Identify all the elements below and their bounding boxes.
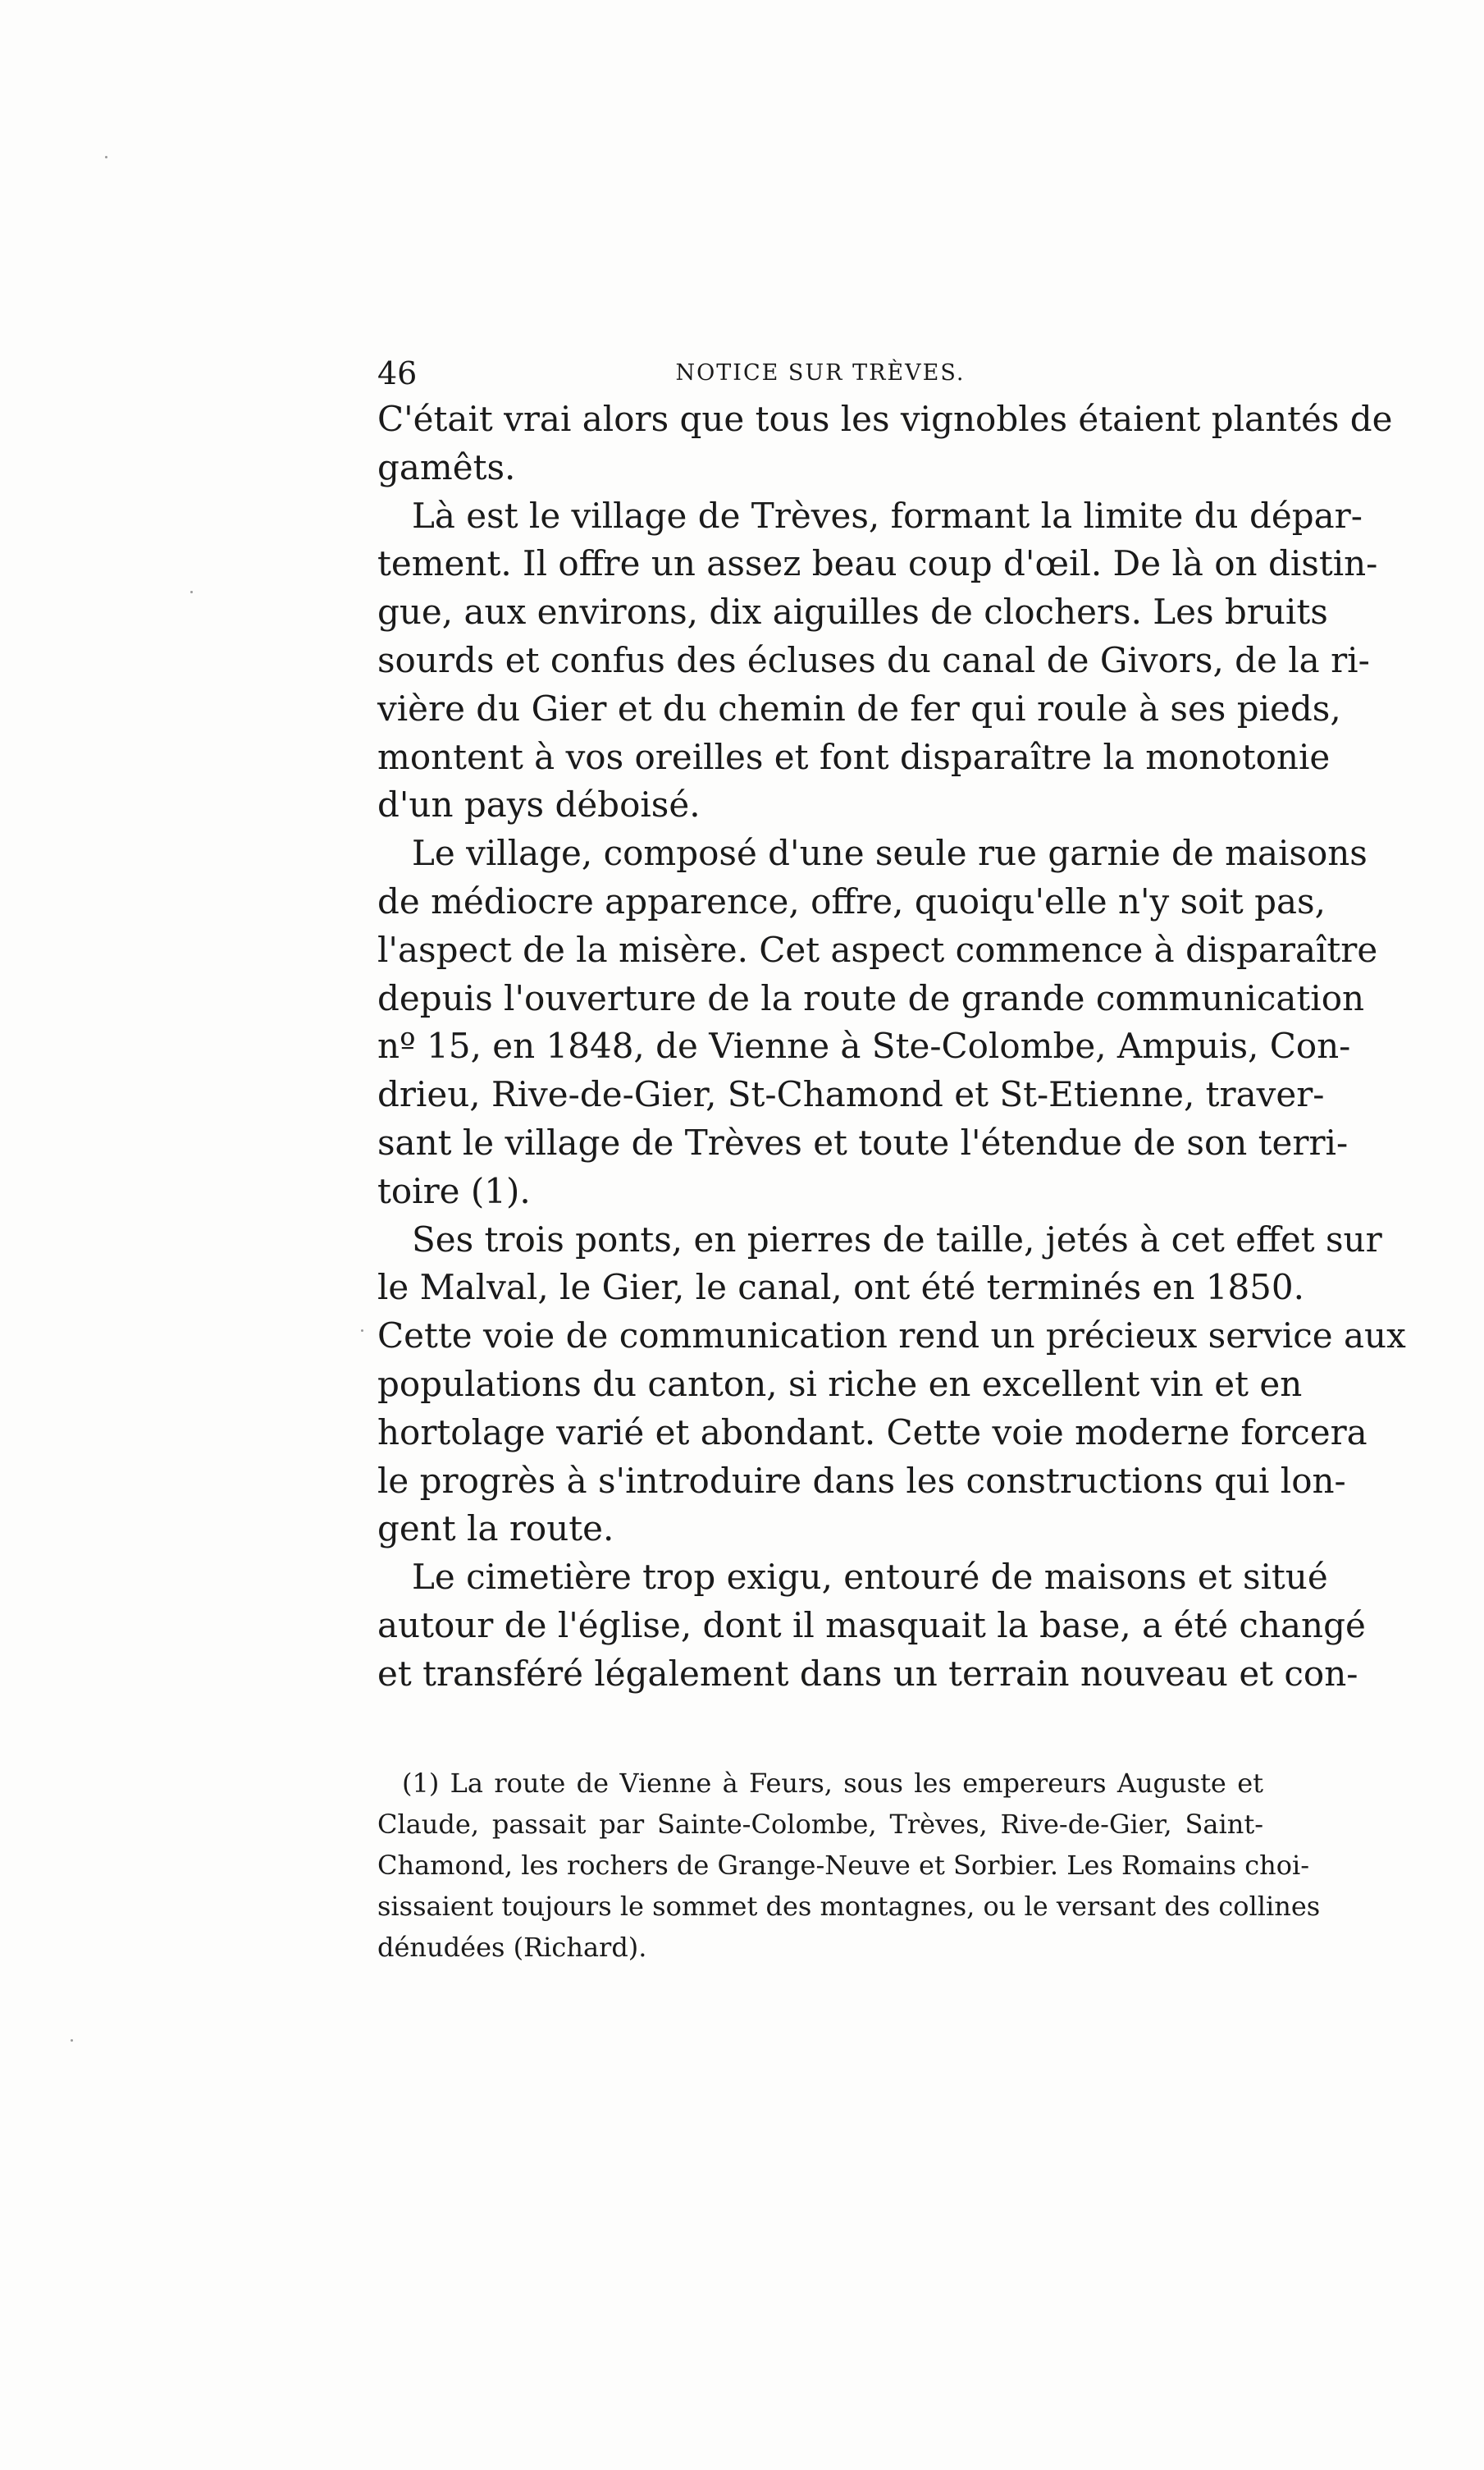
footnote-line: Chamond, les rochers de Grange-Neuve et Sorbier. Les Romains choi-: [377, 1850, 1310, 1881]
text-line: toire (1).: [377, 1170, 531, 1211]
text-line: gue, aux environs, dix aiguilles de clochers. Les bruits: [377, 592, 1328, 633]
text-line: le progrès à s'introduire dans les constructions qui lon-: [377, 1460, 1346, 1501]
footnote-line: (1) La route de Vienne à Feurs, sous les empereurs Auguste et: [402, 1768, 1263, 1799]
paper-speck: [105, 156, 107, 158]
footnote-line: dénudées (Richard).: [377, 1932, 647, 1963]
text-line: Le village, composé d'une seule rue garnie de maisons: [412, 833, 1368, 874]
text-line: Là est le village de Trèves, formant la limite du dépar-: [412, 495, 1363, 536]
footnote: [377, 1763, 1321, 1968]
text-line: sant le village de Trèves et toute l'étendue de son terri-: [377, 1122, 1349, 1163]
text-line: l'aspect de la misère. Cet aspect commence à disparaître: [377, 929, 1378, 970]
footnote-line: Claude, passait par Sainte-Colombe, Trèves, Rive-de-Gier, Saint-: [377, 1809, 1263, 1840]
body-text: [377, 396, 1406, 1699]
paper-speck: [190, 591, 193, 593]
paragraph-3: [377, 830, 1378, 1215]
text-line: depuis l'ouverture de la route de grande communication: [377, 977, 1365, 1018]
text-line: tement. Il offre un assez beau coup d'œil. De là on distin-: [377, 543, 1378, 584]
paragraph-2: [377, 492, 1378, 830]
text-line: autour de l'église, dont il masquait la base, a été changé: [377, 1604, 1366, 1645]
text-line: le Malval, le Gier, le canal, ont été terminés en 1850.: [377, 1267, 1304, 1308]
text-line: hortolage varié et abondant. Cette voie moderne forcera: [377, 1411, 1368, 1452]
text-line: Ses trois ponts, en pierres de taille, jetés à cet effet sur: [412, 1219, 1382, 1260]
running-title: NOTICE SUR TRÈVES.: [675, 360, 966, 386]
paragraph-5: [377, 1553, 1366, 1698]
footnote-line: sissaient toujours le sommet des montagnes, ou le versant des collines: [377, 1891, 1321, 1922]
text-line: d'un pays déboisé.: [377, 784, 701, 826]
text-line: montent à vos oreilles et font disparaître la monotonie: [377, 736, 1331, 777]
text-line: nº 15, en 1848, de Vienne à Ste-Colombe, Ampuis, Con-: [377, 1026, 1351, 1067]
text-line: gamêts.: [377, 446, 516, 487]
text-line: et transféré légalement dans un terrain nouveau et con-: [377, 1653, 1358, 1694]
paragraph-1: [377, 396, 1393, 492]
text-line: sourds et confus des écluses du canal de Givors, de la ri-: [377, 639, 1370, 680]
page-number: 46: [377, 355, 418, 391]
paragraph-4: [377, 1216, 1406, 1554]
paper-speck: [71, 2039, 73, 2042]
text-line: de médiocre apparence, offre, quoiqu'elle n'y soit pas,: [377, 881, 1326, 922]
text-line: drieu, Rive-de-Gier, St-Chamond et St-Etienne, traver-: [377, 1074, 1325, 1115]
text-line: populations du canton, si riche en excellent vin et en: [377, 1363, 1303, 1404]
text-line: vière du Gier et du chemin de fer qui roule à ses pieds,: [377, 688, 1341, 729]
page-header: [377, 349, 1263, 398]
paper-speck: [361, 1329, 363, 1332]
text-line: gent la route.: [377, 1508, 614, 1549]
text-line: Cette voie de communication rend un précieux service aux: [377, 1315, 1406, 1356]
text-line: C'était vrai alors que tous les vignobles étaient plantés de: [377, 399, 1393, 439]
text-line: Le cimetière trop exigu, entouré de maisons et situé: [412, 1557, 1328, 1598]
